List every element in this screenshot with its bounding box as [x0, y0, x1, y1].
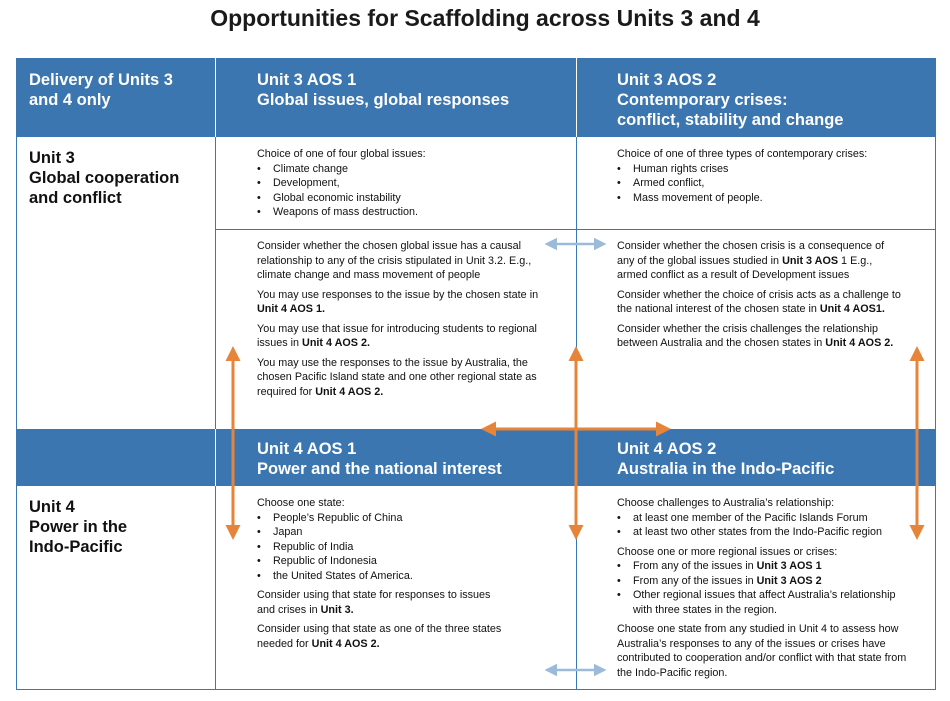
u3aos2-consider-p1: Consider whether the chosen crisis is a consequence of any of the global issues studied in Unit 3 AOS 1 E.g., armed conflict as a result of Development issues: [617, 240, 885, 281]
row-label-unit3: Unit 3 Global cooperation and conflict: [29, 149, 180, 207]
list-item: • People’s Republic of China: [257, 511, 507, 526]
u3aos2-choice-intro: Choice of one of three types of contemporary crises:: [617, 148, 868, 160]
page-title: Opportunities for Scaffolding across Units 3 and 4: [210, 5, 760, 31]
u4aos1-p2: Consider using that state as one of the three states needed for Unit 4 AOS 2.: [257, 623, 502, 650]
list-item: • Weapons of mass destruction.: [257, 205, 557, 220]
list-item: • Armed conflict,: [617, 176, 917, 191]
list-item: • Japan: [257, 525, 507, 540]
list-item: • Development,: [257, 176, 557, 191]
u3aos1-consider-p2: You may use responses to the issue by the chosen state in Unit 4 AOS 1.: [257, 288, 539, 315]
list-item: • Republic of India: [257, 540, 507, 555]
header-unit4-aos1: Unit 4 AOS 1 Power and the national interest: [257, 440, 502, 478]
list-item: • Global economic instability: [257, 191, 557, 206]
u3aos2-consider-p2: Consider whether the choice of crisis acts as a challenge to the national interest of the chosen state in Unit 4 AOS1.: [617, 288, 901, 315]
u3aos1-consider-p3: You may use that issue for introducing students to regional issues in Unit 4 AOS 2.: [257, 322, 537, 349]
list-item: • Mass movement of people.: [617, 191, 917, 206]
list-item: • From any of the issues in Unit 3 AOS 1: [617, 559, 907, 574]
u4aos2-intro2: Choose one or more regional issues or crises:: [617, 545, 838, 558]
u3aos2-consider-p3: Consider whether the crisis challenges the relationship between Australia and the chosen states in Unit 4 AOS 2.: [617, 322, 894, 349]
header-delivery: Delivery of Units 3 and 4 only: [29, 71, 173, 109]
list-item: • the United States of America.: [257, 569, 507, 584]
list-item: • at least two other states from the Indo-Pacific region: [617, 525, 907, 540]
u3aos1-choice-intro: Choice of one of four global issues:: [257, 148, 426, 160]
u4aos2-intro1: Choose challenges to Australia’s relationship:: [617, 497, 835, 509]
list-item: • Climate change: [257, 162, 557, 177]
list-item: • From any of the issues in Unit 3 AOS 2: [617, 574, 907, 589]
u3aos1-consider-p1: Consider whether the chosen global issue has a causal relationship to any of the crisis stipulated in Unit 3.2. E.g., climate change and mass movement of people: [257, 240, 532, 281]
header-unit4-aos2: Unit 4 AOS 2 Australia in the Indo-Pacific: [617, 440, 835, 478]
u3aos1-consider-p4: You may use the responses to the issue by Australia, the chosen Pacific Island state and one other regional state as required for Unit 4 AOS 2.: [257, 356, 537, 398]
row-label-unit4: Unit 4 Power in the Indo-Pacific: [29, 498, 128, 556]
u4aos1-p1: Consider using that state for responses to issues and crises in Unit 3.: [257, 589, 491, 616]
header-unit3-aos1: Unit 3 AOS 1 Global issues, global responses: [257, 71, 510, 109]
u4aos1-intro: Choose one state:: [257, 497, 345, 509]
list-item: • Human rights crises: [617, 162, 917, 177]
list-item: • at least one member of the Pacific Islands Forum: [617, 511, 907, 526]
list-item: • Republic of Indonesia: [257, 554, 507, 569]
list-item: • Other regional issues that affect Australia’s relationship with three states in the region.: [617, 588, 907, 617]
header-unit3-aos2: Unit 3 AOS 2 Contemporary crises: conflict, stability and change: [617, 71, 844, 129]
u4aos2-final: Choose one state from any studied in Unit 4 to assess how Australia’s responses to any of the issues or crises have contributed to cooperation and/or conflict with that state from the Indo-Pacific region.: [617, 623, 907, 679]
